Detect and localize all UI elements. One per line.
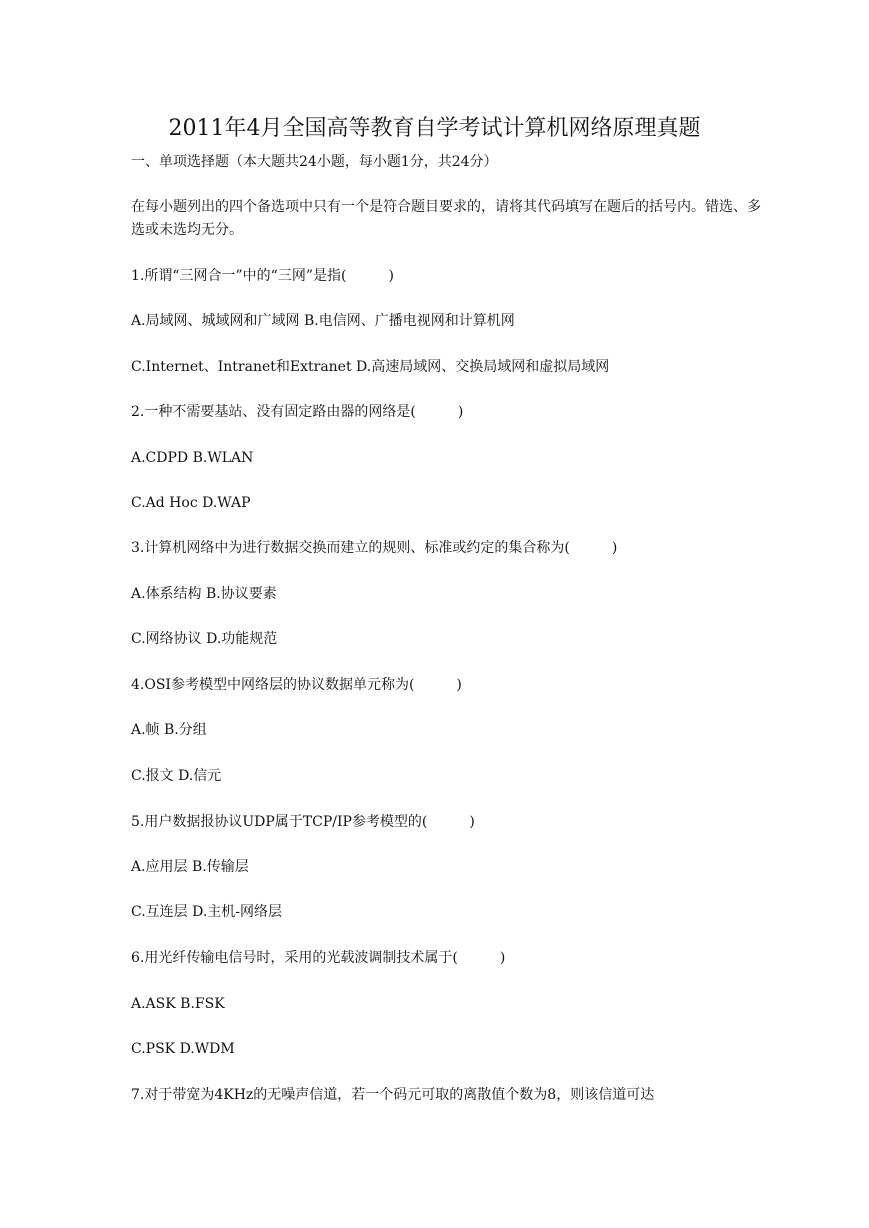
question-4-options-ab: A.帧 B.分组 [131,722,207,738]
question-3-options-cd: C.网络协议 D.功能规范 [131,631,278,647]
question-5-options-ab: A.应用层 B.传输层 [131,859,249,875]
question-2-options-cd: C.Ad Hoc D.WAP [131,495,251,511]
question-1-options-cd: C.Internet、Intranet和Extranet D.高速局域网、交换局域网和虚拟局域网 [131,359,610,375]
question-2-stem: 2.一种不需要基站、没有固定路由器的网络是( ) [131,404,464,420]
question-5-stem: 5.用户数据报协议UDP属于TCP/IP参考模型的( ) [131,814,475,830]
page-title: 2011年4月全国高等教育自学考试计算机网络原理真题 [168,116,701,141]
question-6-options-cd: C.PSK D.WDM [131,1041,235,1057]
question-4-stem: 4.OSI参考模型中网络层的协议数据单元称为( ) [131,677,462,693]
section-heading: 一、单项选择题（本大题共24小题，每小题1分，共24分） [131,154,498,170]
instructions-paragraph: 在每小题列出的四个备选项中只有一个是符合题目要求的，请将其代码填写在题后的括号内。错选、多选或未选均无分。 [131,199,761,238]
question-3-stem: 3.计算机网络中为进行数据交换而建立的规则、标准或约定的集合称为( ) [131,540,618,556]
question-1-stem: 1.所谓“三网合一”中的“三网”是指( ) [131,268,394,284]
question-5-options-cd: C.互连层 D.主机-网络层 [131,904,283,920]
question-4-options-cd: C.报文 D.信元 [131,768,222,784]
question-6-options-ab: A.ASK B.FSK [131,996,225,1012]
question-6-stem: 6.用光纤传输电信号时，采用的光载波调制技术属于( ) [131,950,506,966]
question-7-stem: 7.对于带宽为4KHz的无噪声信道，若一个码元可取的离散值个数为8，则该信道可达 [131,1087,655,1103]
question-1-options-ab: A.局域网、城域网和广域网 B.电信网、广播电视网和计算机网 [131,313,515,329]
question-3-options-ab: A.体系结构 B.协议要素 [131,586,277,602]
question-2-options-ab: A.CDPD B.WLAN [131,450,254,466]
